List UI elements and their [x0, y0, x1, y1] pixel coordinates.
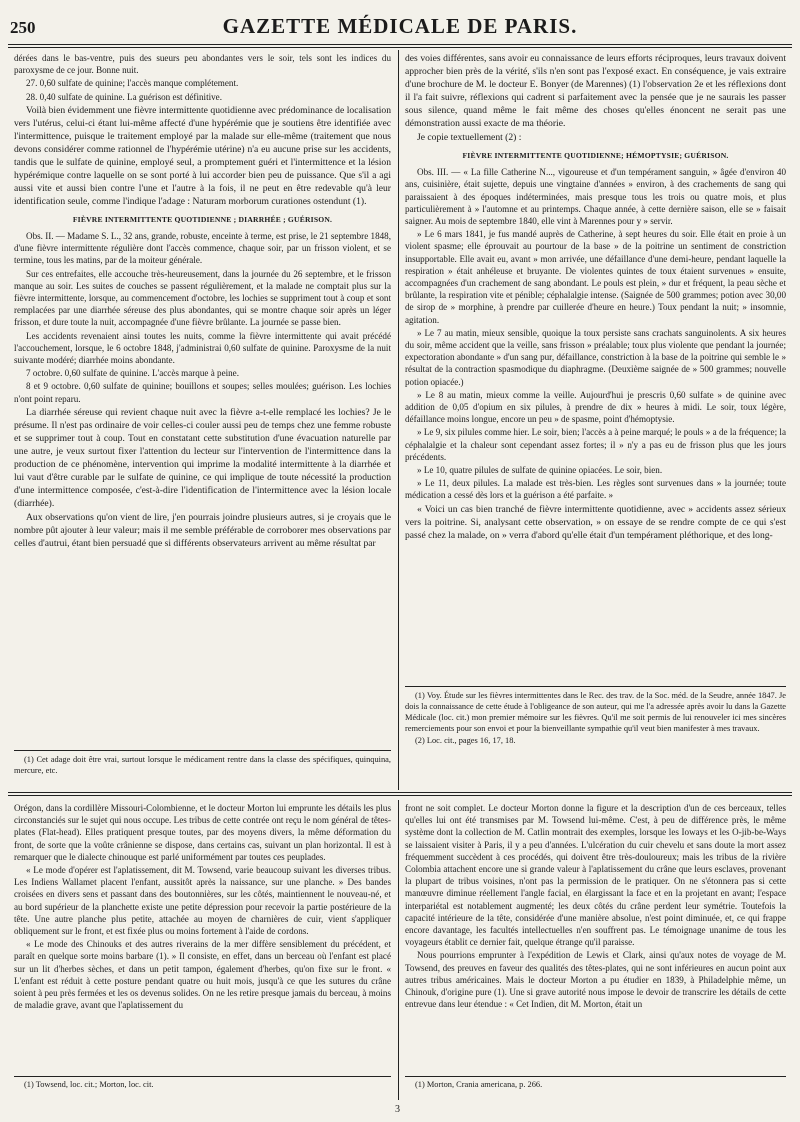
- paragraph: » Le 8 au matin, mieux comme la veille. Aujourd'hui je prescris 0,60 sulfate » de quinine avec addition de 0,05 d'opium en six pilules, à prendre de dix » heures à midi. Le soir, toux légère, défaillance moins longue, encore un peu » de spasme, point d'hémoptysie.: [405, 389, 786, 425]
- paragraph: » Le 10, quatre pilules de sulfate de quinine opiacées. Le soir, bien.: [417, 465, 663, 476]
- section-divider-double: [8, 795, 792, 796]
- paragraph: Aux observations qu'on vient de lire, j'en pourrais joindre plusieurs autres, si je croyais que le nombre pût ajouter à leur valeur; mais il me semble préférable de corroborer mes observations par celles d'autrui, étant bien persuadé que si différents observateurs arrivent au même résultat par: [14, 511, 391, 549]
- footnote-rule: [405, 686, 786, 687]
- footnote-rule: [14, 1076, 391, 1077]
- footnote: (1) Towsend, loc. cit.; Morton, loc. cit.: [24, 1080, 154, 1089]
- paragraph: » Le 6 mars 1841, je fus mandé auprès de Catherine, à sept heures du soir. Elle était en proie à un violent spasme; elle éprouvait au pourtour de la base » de la poitrine un sentiment de constriction insupportable. Elle avait eu, avant » mon arrivée, une défaillance d'une demi-heure, pendant laquelle la respiration » était anhéleuse et bruyante. De violentes quintes de toux étaient survenues » ensuite, accompagnées d'un crachement de sang abondant. Le pouls est plein, » dur et fréquent, la peau sèche et brûlante, la respiration vite et pénible; céphalalgie intense. (Saignée de 500 grammes; potion avec 30,00 de sirop de » morphine, à prendre par cuillerée d'heure en heure.) Toux pendant la nuit; » insomnie, agitation.: [405, 229, 786, 325]
- lower-left-column: [14, 802, 391, 1072]
- column-divider: [398, 800, 399, 1100]
- page-mark: 3: [395, 1104, 400, 1115]
- footnote: (1) Morton, Crania americana, p. 266.: [415, 1080, 543, 1089]
- upper-right-column: [405, 52, 786, 682]
- header-rule-double: [8, 47, 792, 48]
- lower-right-column: [405, 802, 786, 1072]
- paragraph: Obs. II. — Madame S. L., 32 ans, grande, robuste, enceinte à terme, est prise, le 21 septembre 1848, d'une fièvre intermittente régulière dont l'accès commence, chaque soir, par un frisson violent, et se termine, tous les matins, par de la moiteur générale.: [14, 231, 391, 266]
- paragraph: Obs. III. — « La fille Catherine N..., vigoureuse et d'un tempérament sanguin, » âgée d'environ 40 ans, cuisinière, était sujette, depuis une vingtaine d'années » environ, à des crachements de sang qui paraissaient à des époques indéterminées, mais presque tous les trois ou quatre mois, et plus particulièrement à » l'automne et au printemps. Chaque année, à cette dernière saison, elle se » faisait saigner. Au mois de septembre 1840, elle vint à Marennes pour y » servir.: [405, 167, 786, 227]
- lower-left-footnotes: [14, 1079, 391, 1099]
- paragraph: Les accidents revenaient ainsi toutes les nuits, comme la fièvre intermittente qui avait précédé l'accouchement, lorsque, le 6 octobre 1848, j'administrai 0,60 sulfate de quinine. Paroxysme de la nuit suivante modéré; diarrhée moins abondante.: [14, 330, 391, 366]
- paragraph: front ne soit complet. Le docteur Morton donne la figure et la description d'un de ces berceaux, telles qu'elles lui ont été transmises par M. Towsend lui-même. C'est, à peu de différence près, le même système dont la collection de M. Catlin montrait des exemples, lorsque les Ioways et les O-jib-be-Ways se laissaient visiter à Paris, il y a peu d'années. L'ulcération du cuir chevelu et sans doute la mort assez fréquemment succèdent à ces procédés, qui doivent être très-douloureux; mais les tribus de la rivière Colombia attachent encore une si grande valeur à l'aplatissement du crâne que leurs esclaves, provenant la plupart de tribus voisines, n'ont pas la permission de le pratiquer. On ne s'étonnera pas si cette manœuvre diminue réellement l'angle facial, en élargissant la face et en la projetant en avant; l'espace interpariétal est notablement augmenté; les deux côtés du crâne perdent leur symétrie. Toutefois la capacité intérieure de la tête, considérée d'une manière absolue, n'est point diminuée, et, ce qui frappe encore davantage, les facultés intellectuelles n'en souffrent pas. Le témoignage unanime de tous les voyageurs établit ce dernier fait, quelque étrange qu'il paraisse.: [405, 803, 786, 948]
- section-heading: FIÈVRE INTERMITTENTE QUOTIDIENNE; HÉMOPTYSIE; GUÉRISON.: [462, 151, 729, 160]
- paragraph: » Le 7 au matin, mieux sensible, quoique la toux persiste sans crachats sanguinolents. A six heures du soir, même accident que la veille, sans frisson » préalable; toux plus violente que pendant la journée; expectoration abondante » d'un sang pur, défaillance, constriction à la base de la poitrine qui semble le » résultat de la contraction spasmodique du diaphragme. (Deuxième saignée de » 500 grammes; nouvelle potion opiacée.): [405, 327, 786, 387]
- paragraph: Voilà bien évidemment une fièvre intermittente quotidienne avec prédominance de localisation vers l'utérus, celui-ci étant lui-même affecté d'une hypérémie que je soutiens être identifiée avec l'intermittence, puisque le traitement employé par la malade sur elle-même (traitement que nous devons considérer comme rationnel de l'hypérémie utérine) n'a eu aucune prise sur les accidents, tandis que le sulfate de quinine, employé seul, a promptement guéri et l'intermittence et la lésion hypérémique contre laquelle on se sont porté à lui accorder bien peu de puissance. Que s'il a agi aussi vite et aussi bien contre l'une et l'autre à la fois, il ne peut en être redevable qu'à leur identification seule, comme l'indique l'adage : Naturam morborum curationes ostendunt (1).: [14, 104, 391, 207]
- journal-title: GAZETTE MÉDICALE DE PARIS.: [222, 14, 578, 38]
- paragraph: des voies différentes, sans avoir eu connaissance de leurs efforts réciproques, leurs travaux doivent approcher bien près de la vérité, s'ils n'en sont pas l'exposé exact. En conséquence, je vais extraire d'une brochure de M. le docteur E. Bonyer (de Marennes) (1) l'observation 2e et les réflexions dont il l'a fait suivre, réflexions qui cadrent si parfaitement avec la pensée que je ne saurais les passer sous silence, quand même le fait même des choses qu'elles énoncent ne serait pas une démonstration aussi exacte de ma théorie.: [405, 53, 786, 129]
- paragraph: Sur ces entrefaites, elle accouche très-heureusement, dans la journée du 26 septembre, et le frisson manque au soir. Les suites de couches se passent régulièrement, et la malade ne comptait plus sur la fièvre intermittente, lorsque, au commencement d'octobre, les lochies se suppriment tout à coup et sont remplacées par une diarrhée séreuse des plus abondantes, qui se montre chaque soir après un léger frisson, et dure toute la nuit, accompagnée d'une fièvre brûlante. La journée se passe bien.: [14, 268, 391, 328]
- paragraph: » Le 9, six pilules comme hier. Le soir, bien; l'accès a à peine marqué; le pouls » a de la fréquence; la céphalalgie et la chaleur sont cependant assez fortes; il » n'y a pas eu de frisson plus que les jours précédents.: [405, 427, 786, 462]
- footnote-rule: [405, 1076, 786, 1077]
- paragraph: 7 octobre. 0,60 sulfate de quinine. L'accès marque à peine.: [26, 368, 239, 379]
- lower-right-footnotes: [405, 1079, 786, 1099]
- paragraph: 27. 0,60 sulfate de quinine; l'accès manque complétement.: [26, 78, 239, 89]
- upper-right-footnotes: [405, 690, 786, 782]
- paragraph: Nous pourrions emprunter à l'expédition de Lewis et Clark, ainsi qu'aux notes de voyage de M. Towsend, des preuves en faveur des qualités des têtes-plates, qui ne sont inférieures en aucun point aux autres tribus américaines. Mais le docteur Morton a pu étudier en 1839, à Philadelphie même, un Chinouk, d'origine pure (1). Une si grave autorité nous impose le devoir de transcrire les détails de cette entrevue dans leur étendue : « Cet Indien, dit M. Morton, était un: [405, 950, 786, 1010]
- page-header: [8, 8, 792, 44]
- paragraph: 8 et 9 octobre. 0,60 sulfate de quinine; bouillons et soupes; selles moulées; guérison. Les lochies n'ont point reparu.: [14, 381, 391, 404]
- paragraph: « Voici un cas bien tranché de fièvre intermittente quotidienne, avec » accidents assez sérieux vers la poitrine. Si, analysant cette observation, » on essaye de se rendre compte de ce qui s'est passé chez la malade, on » verra d'abord qu'elle était d'un tempérament pléthorique, et des long-: [405, 503, 786, 541]
- paragraph: 28. 0,40 sulfate de quinine. La guérison est définitive.: [26, 91, 222, 102]
- section-divider: [8, 792, 792, 793]
- upper-left-footnotes: [14, 754, 391, 784]
- paragraph: La diarrhée séreuse qui revient chaque nuit avec la fièvre a-t-elle remplacé les lochies? Je le présume. Il n'est pas ordinaire de voir celles-ci couler aussi peu de temps chez une femme robuste et se supprimer tout à coup. Tout en constatant cette substitution d'une évacuation naturelle par une autre, je veux surtout fixer l'attention du lecteur sur l'intervention de l'intermittence dans la production de ce phénomène, intervention qui imprime la modalité intermittente à la diarrhée et lui vaut d'être curable par le sulfate de quinine, ce qui implique de toute nécessité la production d'une intermittence composée, c'est-à-dire l'identification de l'intermittence avec la lésion locale (diarrhée).: [14, 406, 391, 509]
- paragraph: « Le mode d'opérer est l'aplatissement, dit M. Towsend, varie beaucoup suivant les diverses tribus. Les Indiens Wallamet placent l'enfant, aussitôt après la naissance, sur une planche. » Des bandes croisées en divers sens et passant dans des boutonnières, sur les côtés, maintiennent le nouveau-né, et au bord supérieur de la planchette existe une petite dépression pour recevoir la partie postérieure de la tête. Une autre planche plus petite, attachée au moyen de charnières de cuir, vient s'appliquer obliquement sur le front, et est fixée plus ou moins fortement à l'aide de cordons.: [14, 865, 391, 937]
- section-heading: FIÈVRE INTERMITTENTE QUOTIDIENNE ; DIARRHÉE ; GUÉRISON.: [72, 214, 333, 224]
- footnote: (1) Cet adage doit être vrai, surtout lorsque le médicament rentre dans la classe des spécifiques, quinquina, mercure, etc.: [14, 755, 391, 775]
- paragraph: dérées dans le bas-ventre, puis des sueurs peu abondantes vers le soir, tels sont les indices du paroxysme de ce jour. Bonne nuit.: [14, 53, 391, 76]
- column-divider: [398, 50, 399, 790]
- footnote-rule: [14, 750, 391, 751]
- paragraph: « Le mode des Chinouks et des autres riverains de la mer diffère sensiblement du précédent, et paraît en quelque sorte moins barbare (1). » Il consiste, en effet, dans un berceau où l'enfant est placé sur un lit d'herbes sèches, et dans un petit tampon, également d'herbes, qu'on fixe sur le front. « L'enfant est réduit à cette posture pendant quatre ou huit mois, jusqu'à ce que les sutures du crâne soient à peu près fermées et les os devenus solides. On ne les retire presque jamais du berceau, à moins de maladie grave, avant que l'aplatissement du: [14, 939, 391, 1011]
- footnote: (1) Voy. Étude sur les fièvres intermittentes dans le Rec. des trav. de la Soc. méd. de la Seudre, année 1847. Je dois la connaissance de cette étude à l'obligeance de son auteur, qui me l'a adressée après avoir lu dans la Gazette Médicale (loc. cit.) mon premier mémoire sur les fièvres. Qu'il me soit permis de lui renouveler ici mes sincères remerciements pour son envoi et pour la bienveillante sympathie qu'il veut bien manifester à mes travaux.: [405, 691, 786, 733]
- page-number: 250: [10, 18, 36, 37]
- paragraph: Orégon, dans la cordillère Missouri-Colombienne, et le docteur Morton lui emprunte les détails les plus circonstanciés sur le sujet qui nous occupe. Les tribus de cette contrée ont reçu le nom général de têtes-plates (Flat-head). Elles pratiquent presque toutes, par des moyens divers, la même déformation du front, de sorte que la voûte crânienne se dispose, dans certains cas, suivant un plan horizontal. Il est à remarquer que le dialecte chinouque est parlé uniformément par toutes ces peuplades.: [14, 803, 391, 862]
- paragraph: » Le 11, deux pilules. La malade est très-bien. Les règles sont survenues dans » la journée; toute médication a cessé dès lors et la guérison a été parfaite. »: [405, 478, 786, 501]
- paragraph: Je copie textuellement (2) :: [417, 132, 522, 143]
- header-rule: [8, 44, 792, 45]
- upper-left-column: [14, 52, 391, 747]
- footnote: (2) Loc. cit., pages 16, 17, 18.: [415, 736, 516, 745]
